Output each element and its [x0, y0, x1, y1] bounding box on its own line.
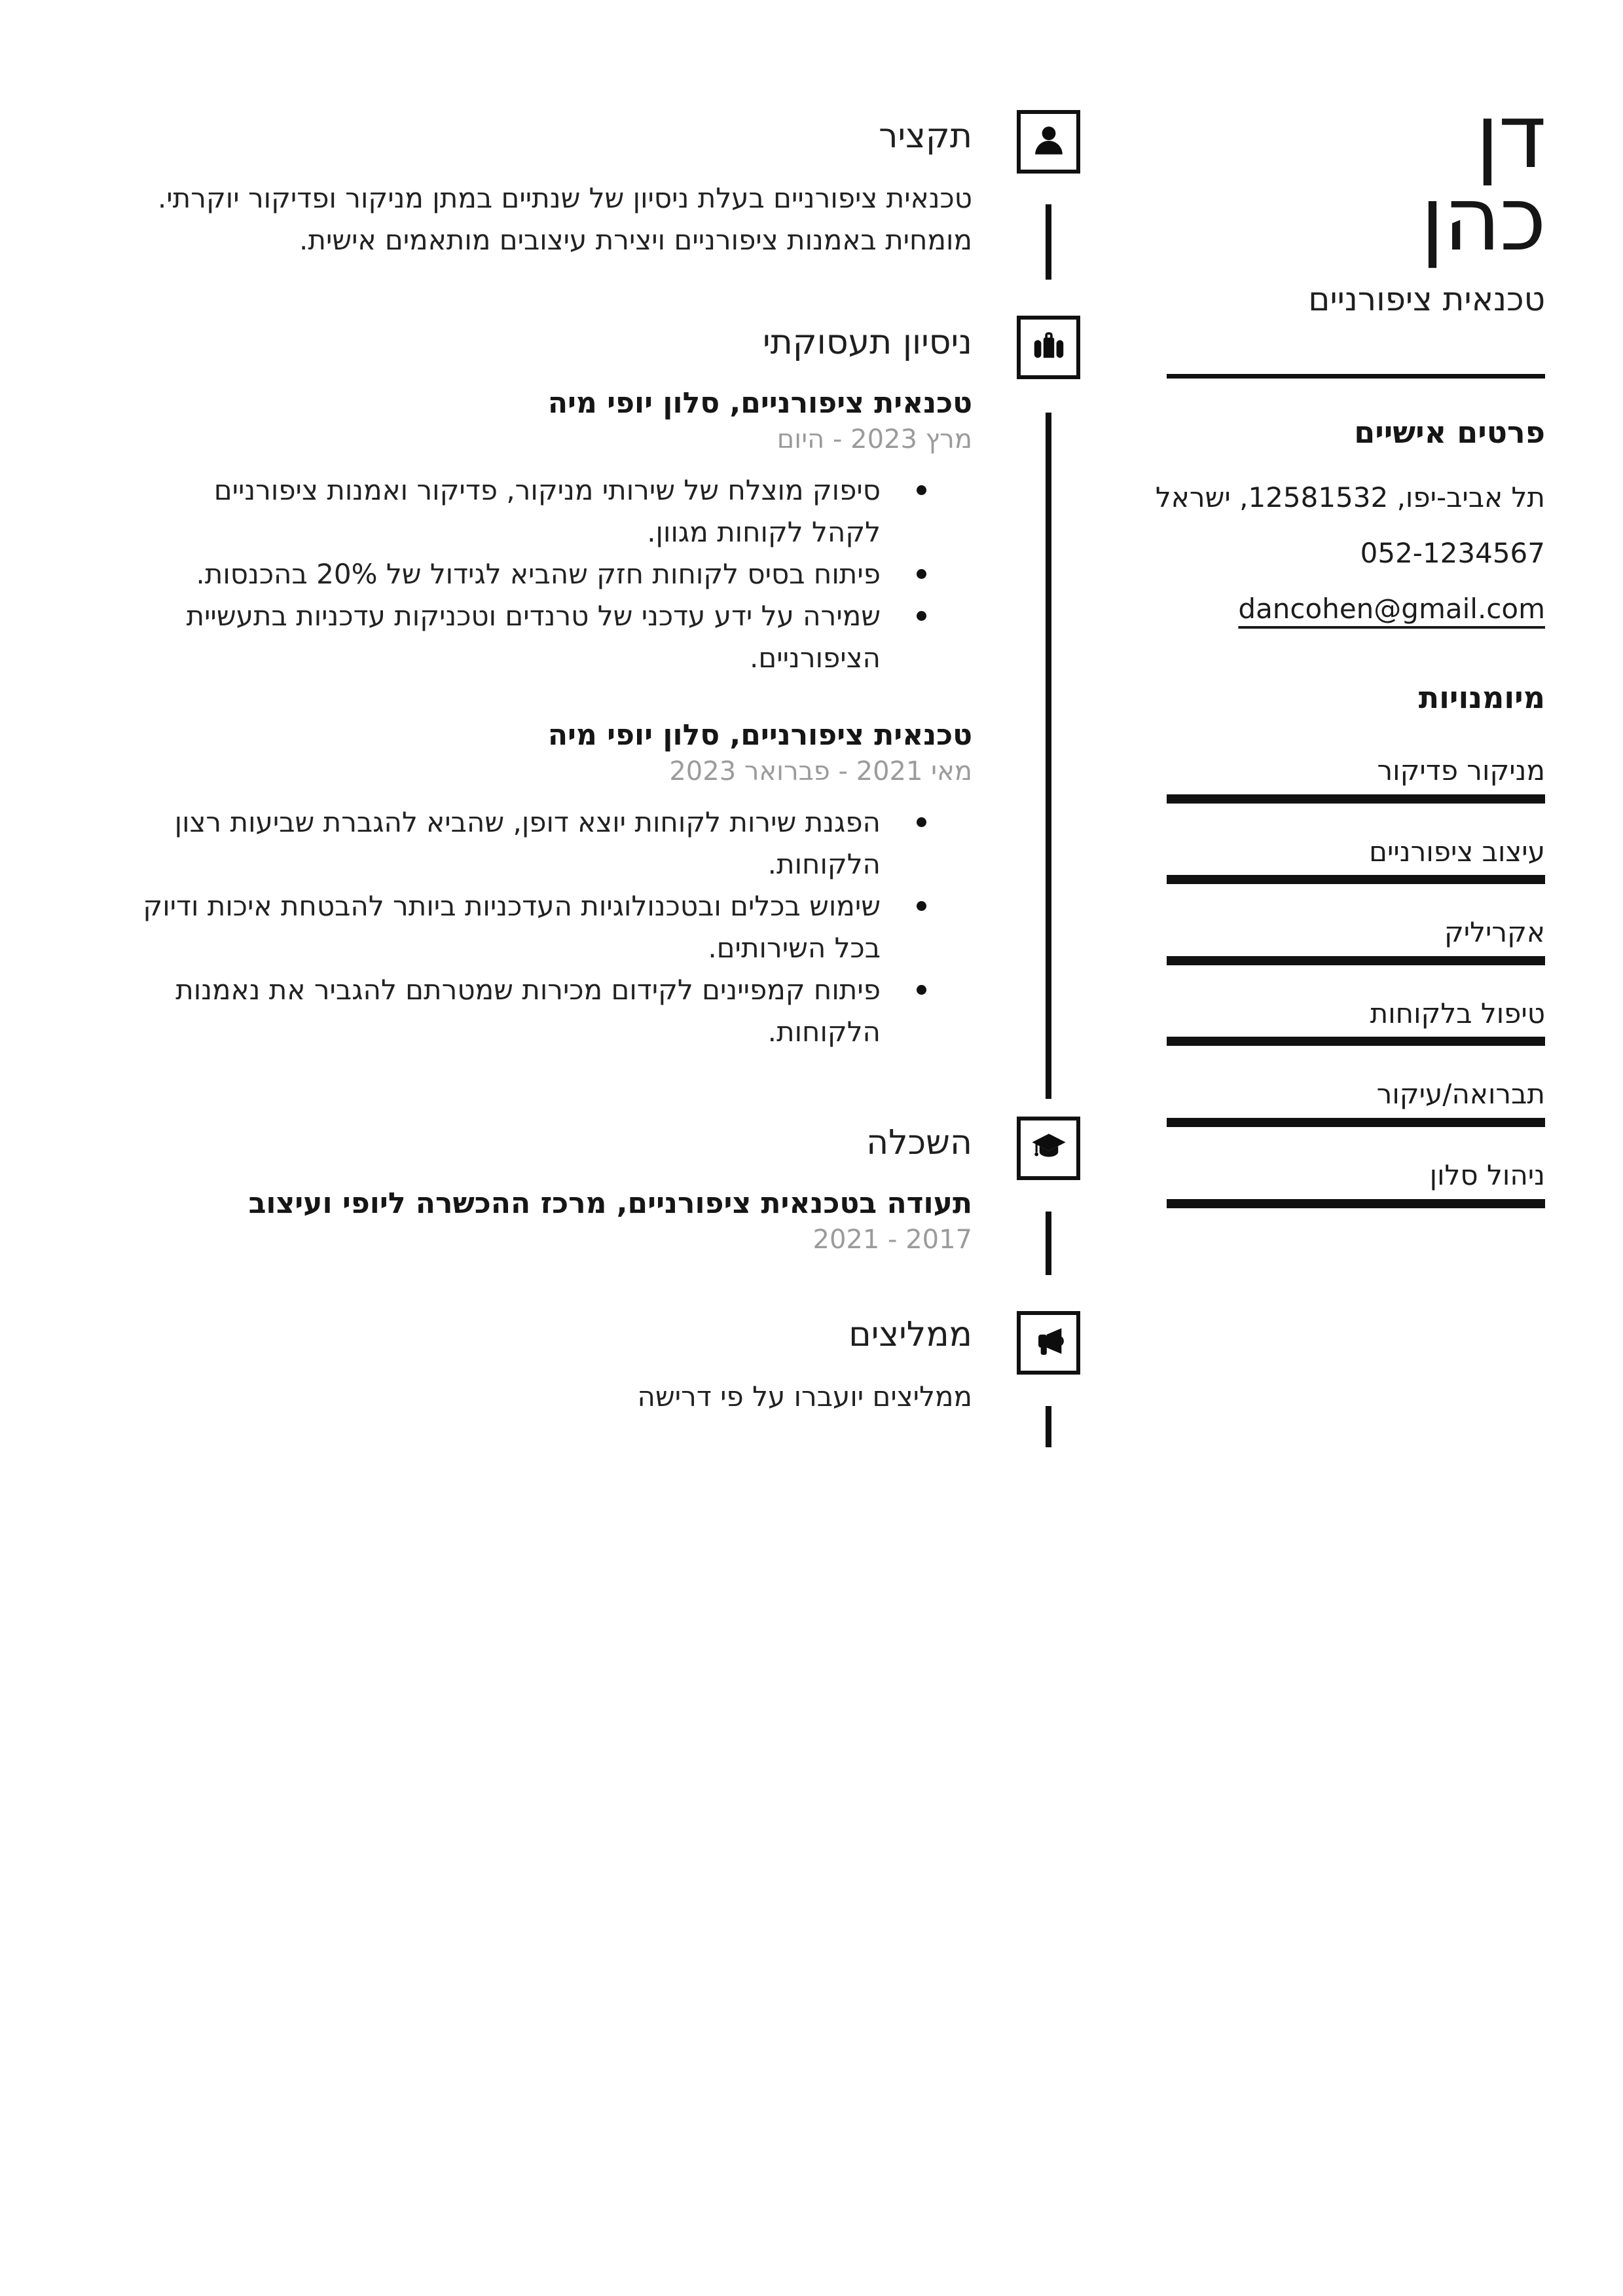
- briefcase-icon: [1030, 327, 1068, 368]
- references-section: [141, 1316, 972, 1418]
- email-link[interactable]: dancohen@gmail.com: [1238, 593, 1545, 625]
- job-bullet: פיתוח בסיס לקוחות חזק שהביא לגידול של 20% בהכנסות.: [141, 553, 881, 595]
- candidate-title: טכנאית ציפורניים: [1308, 280, 1545, 318]
- summary-icon-box: [1017, 110, 1080, 174]
- timeline-segment: [1046, 413, 1051, 1099]
- contact-heading: פרטים אישיים: [1354, 415, 1545, 450]
- job-bullet: פיתוח קמפיינים לקידום מכירות שמטרתם להגביר את נאמנות הלקוחות.: [141, 969, 881, 1053]
- candidate-name: [1167, 85, 1545, 270]
- education-heading: השכלה: [866, 1123, 972, 1162]
- skill-level-bar: [1167, 794, 1545, 804]
- skill-label: מניקור פדיקור: [1377, 754, 1545, 787]
- contact-phone: 052-1234567: [1360, 537, 1545, 569]
- timeline-segment: [1046, 1212, 1051, 1275]
- experience-section: [141, 324, 972, 1053]
- job-bullet: הפגנת שירות לקוחות יוצא דופן, שהביא להגברת שביעות רצון הלקוחות.: [141, 802, 881, 885]
- experience-icon-box: [1017, 316, 1080, 379]
- skill-item: [1167, 915, 1545, 965]
- last-name: כהן: [1420, 167, 1545, 270]
- first-name: דן: [1475, 85, 1545, 188]
- skill-item: [1167, 1158, 1545, 1208]
- education-icon-box: [1017, 1117, 1080, 1180]
- skill-item: [1167, 753, 1545, 804]
- skill-item: [1167, 1077, 1545, 1127]
- job-dates: מאי 2021 - פברואר 2023: [669, 756, 972, 787]
- skills-list: [1167, 753, 1545, 1239]
- experience-heading: ניסיון תעסוקתי: [762, 323, 972, 362]
- skill-item: [1167, 834, 1545, 885]
- references-icon-box: [1017, 1311, 1080, 1375]
- sidebar: [1155, 0, 1545, 2296]
- skill-label: טיפול בלקוחות: [1370, 997, 1545, 1029]
- summary-text: טכנאית ציפורניים בעלת ניסיון של שנתיים במתן מניקור ופדיקור יוקרתי. מומחית באמנות ציפורניים ויצירת עיצובים מותאמים אישית.: [157, 182, 972, 257]
- education-dates: 2017 - 2021: [812, 1225, 972, 1255]
- job-entry: [141, 717, 972, 1053]
- education-degree: תעודה בטכנאית ציפורניים, מרכז ההכשרה ליופי ועיצוב: [248, 1187, 972, 1221]
- skill-level-bar: [1167, 1118, 1545, 1127]
- contact-address: תל אביב-יפו, 12581532, ישראל: [1155, 481, 1545, 513]
- person-icon: [1030, 122, 1068, 162]
- job-bullet: סיפוק מוצלח של שירותי מניקור, פדיקור ואמנות ציפורניים לקהל לקוחות מגוון.: [141, 470, 881, 553]
- graduation-cap-icon: [1030, 1128, 1068, 1169]
- timeline-segment: [1046, 1406, 1051, 1447]
- job-title: טכנאית ציפורניים, סלון יופי מיה: [547, 386, 972, 420]
- job-bullets: [141, 802, 972, 1053]
- skill-level-bar: [1167, 875, 1545, 884]
- skill-label: ניהול סלון: [1429, 1158, 1545, 1191]
- skills-heading: מיומנויות: [1418, 680, 1545, 715]
- job-bullet: שמירה על ידע עדכני של טרנדים וטכניקות עדכניות בתעשיית הציפורניים.: [141, 595, 881, 679]
- job-bullet: שימוש בכלים ובטכנולוגיות העדכניות ביותר להבטחת איכות ודיוק בכל השירותים.: [141, 885, 881, 969]
- references-heading: ממליצים: [848, 1315, 972, 1354]
- job-title: טכנאית ציפורניים, סלון יופי מיה: [547, 718, 972, 752]
- skill-label: עיצוב ציפורניים: [1369, 835, 1545, 868]
- job-bullets: [141, 470, 972, 679]
- job-entry: [141, 385, 972, 679]
- megaphone-icon: [1030, 1323, 1068, 1363]
- references-text: ממליצים יועברו על פי דרישה: [637, 1380, 972, 1413]
- summary-heading: תקציר: [879, 117, 972, 156]
- timeline-segment: [1046, 204, 1051, 280]
- skill-label: תברואה/עיקור: [1376, 1078, 1545, 1111]
- skill-label: אקריליק: [1444, 916, 1545, 949]
- skill-level-bar: [1167, 956, 1545, 965]
- job-dates: מרץ 2023 - היום: [776, 424, 972, 455]
- skill-level-bar: [1167, 1199, 1545, 1208]
- education-section: [141, 1124, 972, 1255]
- skill-item: [1167, 996, 1545, 1046]
- skill-level-bar: [1167, 1037, 1545, 1046]
- summary-section: [141, 118, 972, 261]
- sidebar-divider: [1167, 374, 1545, 379]
